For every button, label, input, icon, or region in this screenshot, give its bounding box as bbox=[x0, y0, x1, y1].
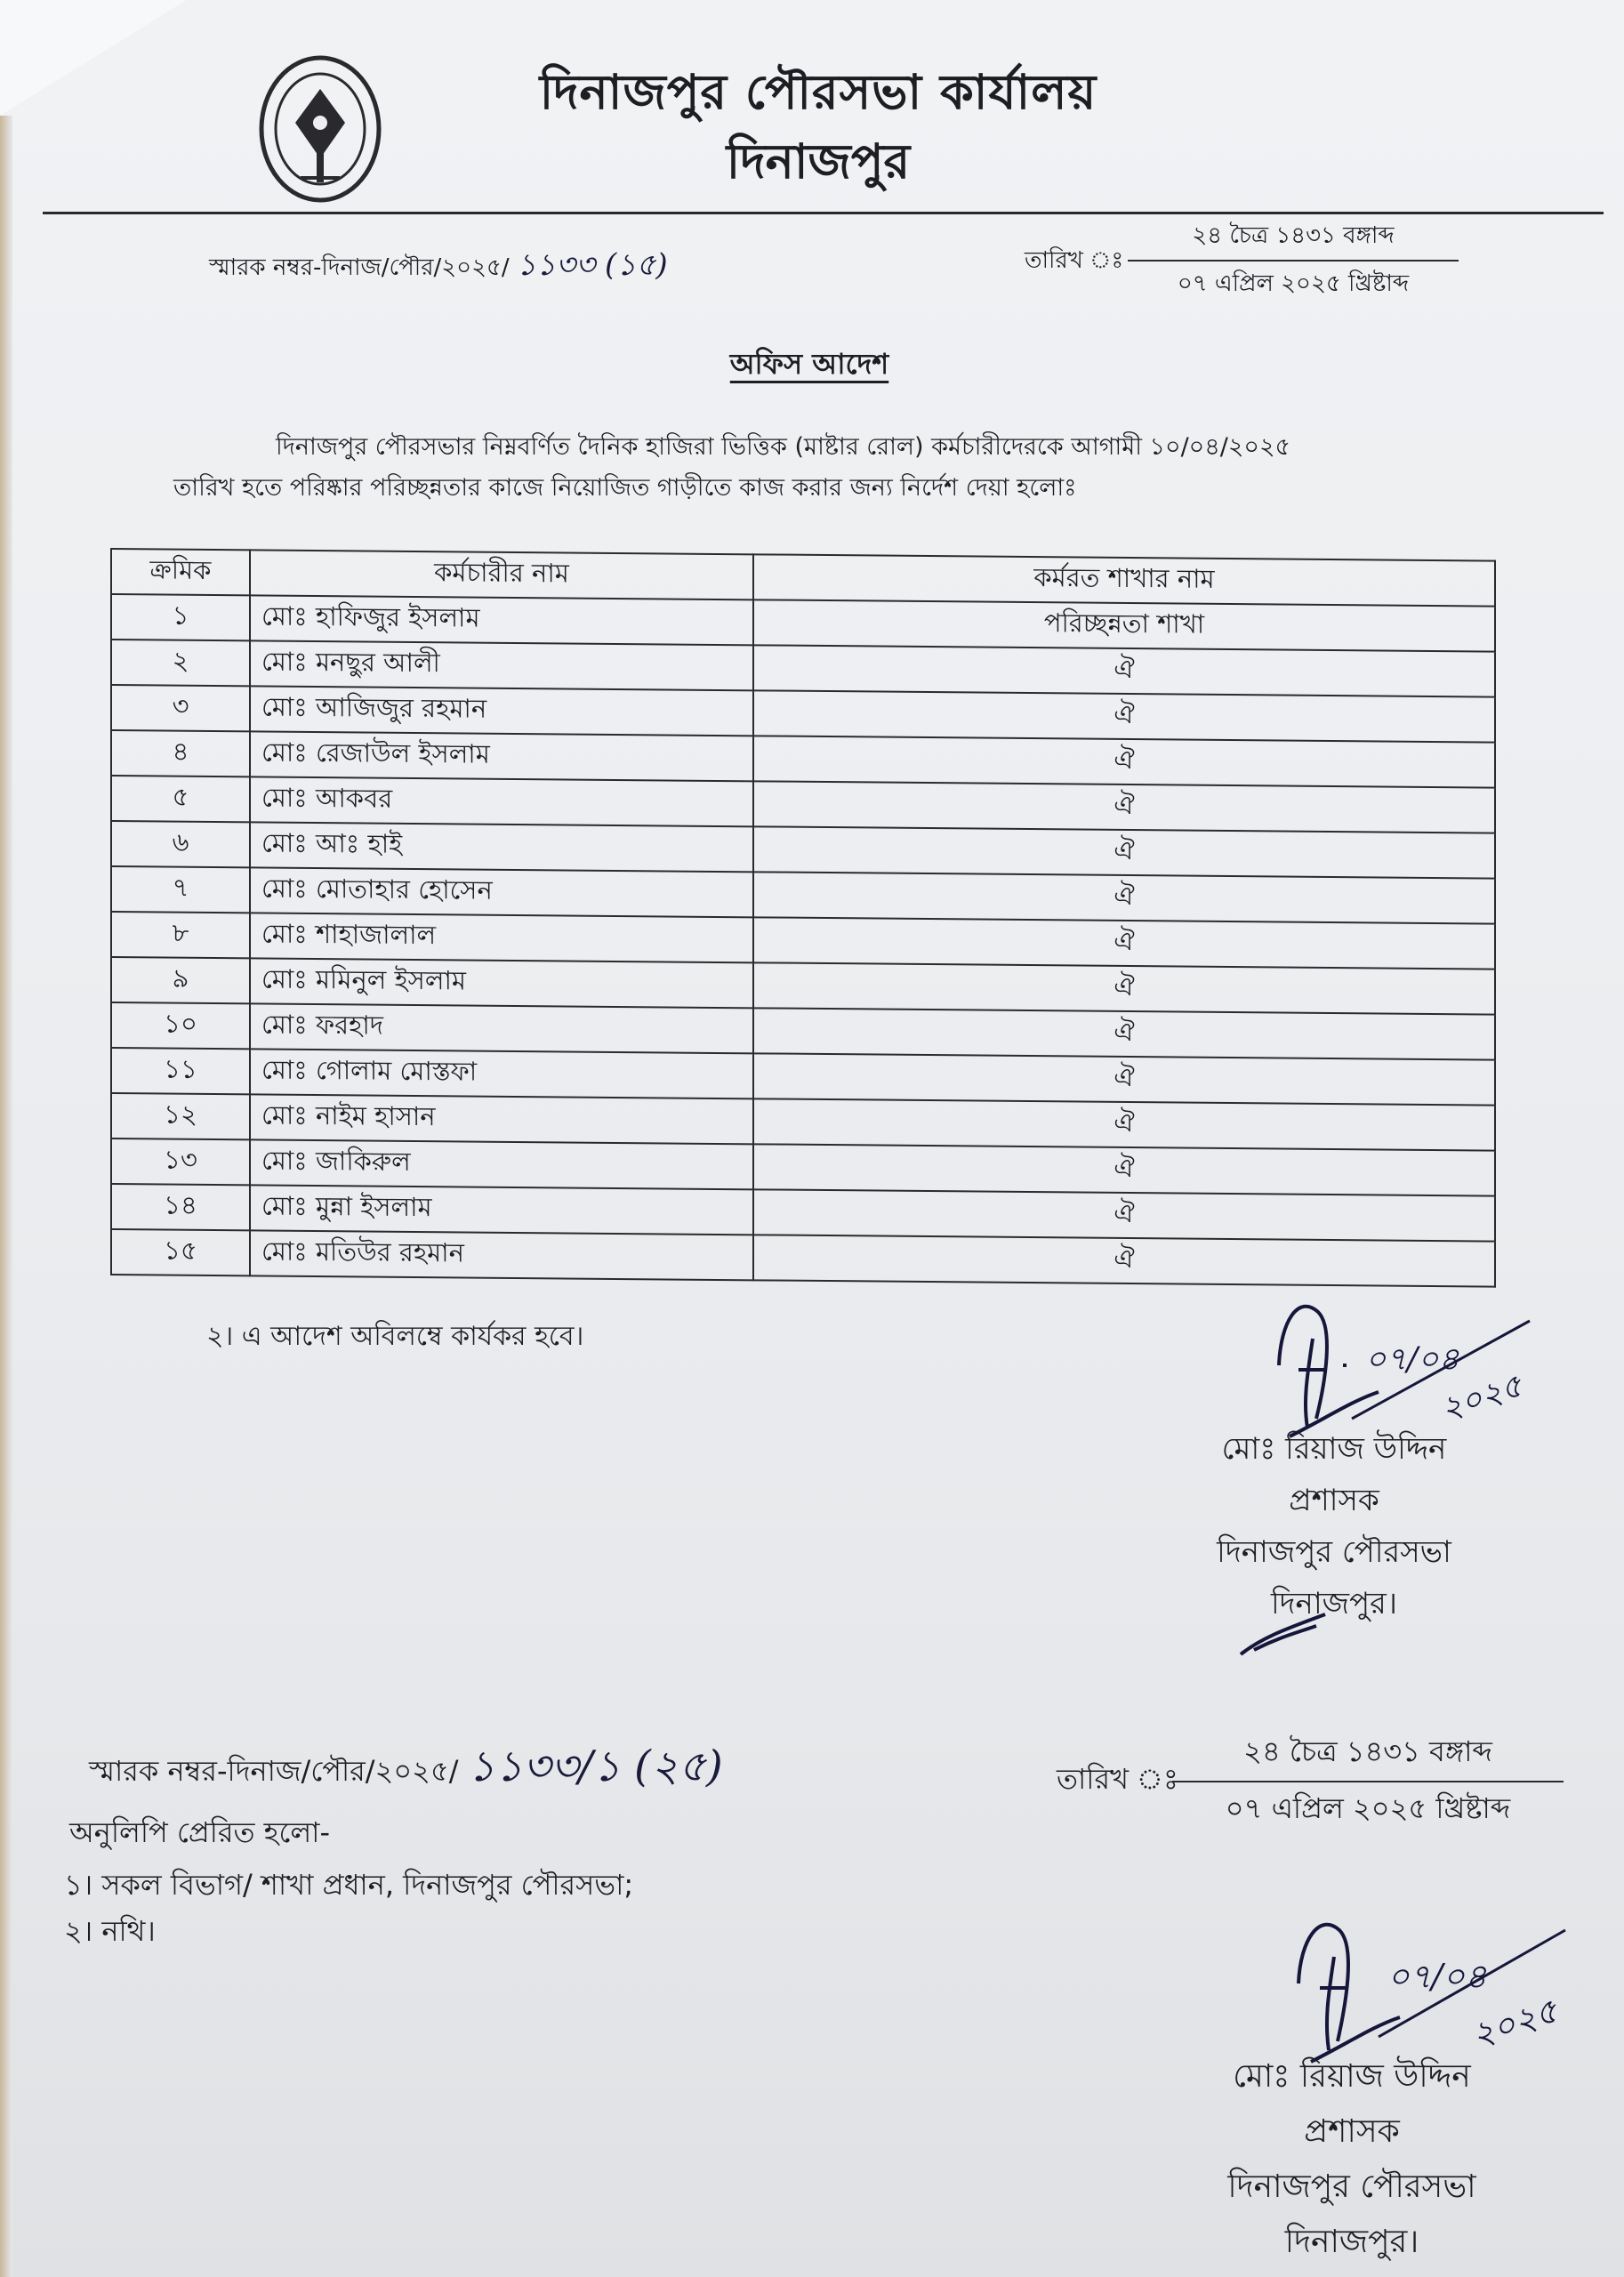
cell-branch: ঐ bbox=[753, 1144, 1495, 1195]
municipality-seal-icon bbox=[258, 53, 382, 205]
memo-handwritten-number: ১১৩৩ (১৫) bbox=[516, 247, 668, 283]
cell-serial: ১৪ bbox=[111, 1184, 250, 1230]
cell-branch: ঐ bbox=[753, 872, 1495, 923]
signer2-name: মোঃ রিয়াজ উদ্দিন bbox=[1233, 2058, 1471, 2095]
office-location: দিনাজপুর bbox=[726, 133, 911, 189]
cell-branch: ঐ bbox=[753, 781, 1495, 833]
cell-serial: ১ bbox=[111, 594, 250, 640]
cell-serial: ৪ bbox=[111, 730, 250, 776]
cell-branch: ঐ bbox=[753, 1008, 1495, 1059]
cell-name: মোঃ মুন্না ইসলাম bbox=[250, 1185, 753, 1235]
cell-serial: ৩ bbox=[111, 685, 250, 731]
employee-table bbox=[110, 548, 1496, 1288]
signer-office: দিনাজপুর পৌরসভা bbox=[1217, 1534, 1451, 1570]
cell-name: মোঃ রেজাউল ইসলাম bbox=[250, 731, 753, 781]
list-item: ২। নথি। bbox=[64, 1914, 156, 1948]
date-divider bbox=[1128, 260, 1459, 261]
date-label: তারিখ ঃ bbox=[1025, 247, 1124, 274]
cell-branch: ঐ bbox=[753, 1053, 1495, 1105]
header-branch: কর্মরত শাখার নাম bbox=[753, 554, 1495, 606]
signature-1 bbox=[1263, 1285, 1548, 1445]
paper-edge bbox=[0, 116, 12, 2277]
signer-block-2 bbox=[1205, 2049, 1499, 2270]
office-title: দিনাজপুর পৌরসভা কার্যালয় bbox=[539, 63, 1097, 120]
order-intro-line2: তারিখ হতে পরিষ্কার পরিচ্ছন্নতার কাজে নিয়োজিত গাড়ীতে কাজ করার জন্য নির্দেশ দেয়া হলোঃ bbox=[173, 474, 1077, 502]
cell-name: মোঃ নাইম হাসান bbox=[250, 1094, 753, 1144]
cell-name: মোঃ জাকিরুল bbox=[250, 1139, 753, 1189]
cell-name: মোঃ শাহাজালাল bbox=[250, 913, 753, 962]
date2-gregorian: ০৭ এপ্রিল ২০২৫ খ্রিষ্টাব্দ bbox=[1225, 1791, 1511, 1825]
cell-branch: ঐ bbox=[753, 1098, 1495, 1150]
cell-name: মোঃ মনছুর আলী bbox=[250, 640, 753, 690]
cell-serial: ১৩ bbox=[111, 1138, 250, 1185]
cell-serial: ৮ bbox=[111, 912, 250, 958]
clause-two: ২। এ আদেশ অবিলম্বে কার্যকর হবে। bbox=[206, 1321, 584, 1352]
cell-branch: ঐ bbox=[753, 826, 1495, 878]
cell-branch: ঐ bbox=[753, 1235, 1495, 1286]
signer2-office: দিনাজপুর পৌরসভা bbox=[1227, 2168, 1476, 2205]
employee-table-body bbox=[111, 594, 1495, 1287]
memo2-prefix: স্মারক নম্বর-দিনাজ/পৌর/২০২৫/ bbox=[89, 1754, 459, 1788]
cell-serial: ১০ bbox=[111, 1002, 250, 1049]
signature-2-date-year: ২০২৫ bbox=[1467, 1991, 1563, 2056]
cell-branch: ঐ bbox=[753, 736, 1495, 787]
signature-2 bbox=[1281, 1903, 1583, 2072]
memo-number-2 bbox=[89, 1734, 723, 1805]
cell-branch: পরিচ্ছন্নতা শাখা bbox=[753, 599, 1495, 651]
signer-place: দিনাজপুর। bbox=[1270, 1586, 1398, 1621]
cell-serial: ২ bbox=[111, 640, 250, 686]
order-title: অফিস আদেশ bbox=[729, 347, 889, 381]
signature-2-date-day: ০৭/০৪ bbox=[1387, 1957, 1487, 1996]
header-name: কর্মচারীর নাম bbox=[250, 550, 753, 599]
signature-1-date-year: ২০২৫ bbox=[1436, 1367, 1527, 1428]
signer2-place: দিনাজপুর। bbox=[1284, 2224, 1419, 2260]
cell-serial: ১২ bbox=[111, 1093, 250, 1139]
date2-bangla: ২৪ চৈত্র ১৪৩১ বঙ্গাব্দ bbox=[1243, 1734, 1492, 1768]
cell-name: মোঃ আকবর bbox=[250, 776, 753, 826]
cell-serial: ৭ bbox=[111, 866, 250, 913]
cell-branch: ঐ bbox=[753, 917, 1495, 969]
header-divider bbox=[43, 212, 1604, 214]
copy-list bbox=[64, 1862, 633, 1954]
list-item: ১। সকল বিভাগ/ শাখা প্রধান, দিনাজপুর পৌরসভা; bbox=[64, 1868, 634, 1902]
signer-block-1 bbox=[1192, 1423, 1476, 1629]
copy-heading: অনুলিপি প্রেরিত হলো- bbox=[69, 1815, 331, 1849]
cell-name: মোঃ আঃ হাই bbox=[250, 822, 753, 872]
signature-1-date-day: ০৭/০৪ bbox=[1365, 1341, 1459, 1378]
cell-name: মোঃ হাফিজুর ইসলাম bbox=[250, 595, 753, 645]
cell-serial: ৫ bbox=[111, 776, 250, 822]
memo2-date bbox=[1172, 1729, 1564, 1834]
cell-serial: ১১ bbox=[111, 1048, 250, 1094]
date-bangla: ২৪ চৈত্র ১৪৩১ বঙ্গাব্দ bbox=[1192, 222, 1395, 249]
memo-date bbox=[1128, 217, 1459, 304]
memo2-handwritten-number: ১১৩৩/১ (২৫) bbox=[467, 1742, 723, 1791]
cell-name: মোঃ মতিউর রহমান bbox=[250, 1230, 753, 1280]
cell-branch: ঐ bbox=[753, 645, 1495, 696]
cell-name: মোঃ ফরহাদ bbox=[250, 1003, 753, 1053]
cell-name: মোঃ আজিজুর রহমান bbox=[250, 686, 753, 736]
order-intro-line1: দিনাজপুর পৌরসভার নিম্নবর্ণিত দৈনিক হাজিরা ভিত্তিক (মাষ্টার রোল) কর্মচারীদেরকে আগামী ১০/০৪/২০২৫ bbox=[276, 433, 1291, 461]
cell-serial: ১৫ bbox=[111, 1229, 250, 1275]
cell-name: মোঃ মমিনুল ইসলাম bbox=[250, 958, 753, 1008]
signer-name: মোঃ রিয়াজ উদ্দিন bbox=[1221, 1431, 1447, 1467]
cell-name: মোঃ গোলাম মোস্তফা bbox=[250, 1049, 753, 1098]
memo-prefix: স্মারক নম্বর-দিনাজ/পৌর/২০২৫/ bbox=[209, 254, 510, 281]
memo-number bbox=[209, 242, 668, 293]
signer2-designation: প্রশাসক bbox=[1304, 2113, 1400, 2150]
cell-branch: ঐ bbox=[753, 690, 1495, 742]
cell-name: মোঃ মোতাহার হোসেন bbox=[250, 867, 753, 917]
signer-designation: প্রশাসক bbox=[1289, 1483, 1379, 1518]
date-label-2: তারিখ ঃ bbox=[1057, 1762, 1178, 1796]
date-gregorian: ০৭ এপ্রিল ২০২৫ খ্রিষ্টাব্দ bbox=[1177, 270, 1410, 297]
initial-scribble bbox=[1236, 1610, 1334, 1663]
header-serial: ক্রমিক bbox=[111, 549, 250, 595]
cell-serial: ৯ bbox=[111, 957, 250, 1003]
date2-divider bbox=[1172, 1781, 1564, 1782]
cell-branch: ঐ bbox=[753, 1189, 1495, 1241]
cell-serial: ৬ bbox=[111, 821, 250, 867]
cell-branch: ঐ bbox=[753, 962, 1495, 1014]
